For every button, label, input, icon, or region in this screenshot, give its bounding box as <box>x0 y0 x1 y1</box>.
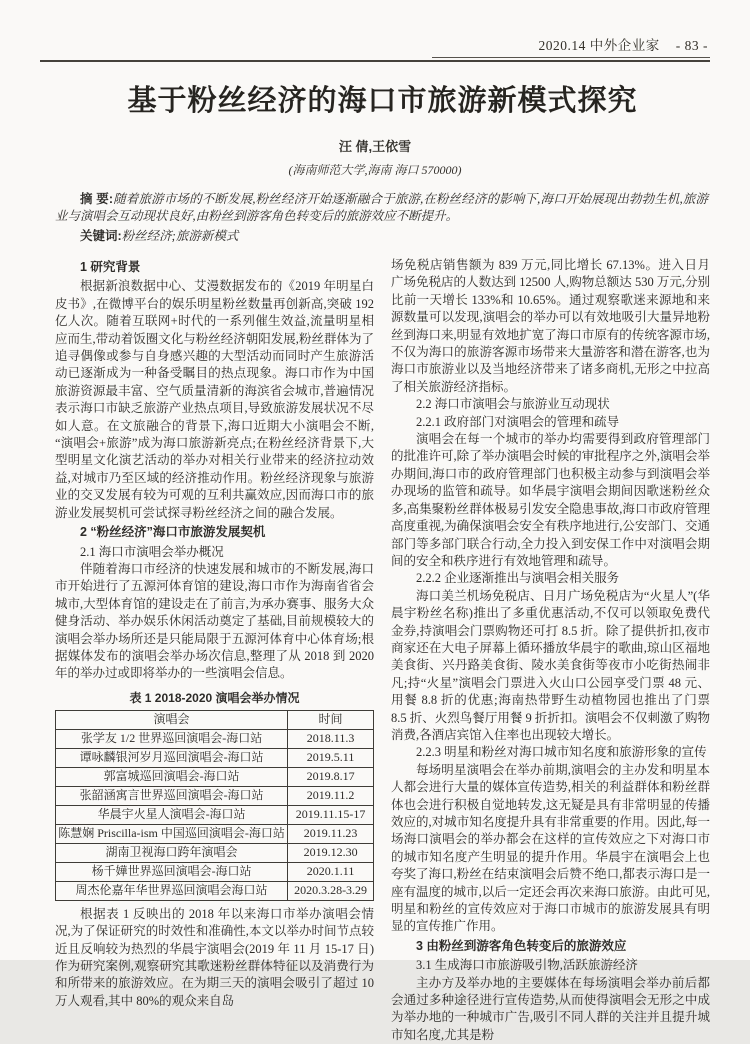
table-row <box>56 748 374 767</box>
table-header-date: 时间 <box>288 710 374 729</box>
table-row <box>56 786 374 805</box>
keywords-text: 粉丝经济;旅游新模式 <box>121 229 239 243</box>
date-cell: 2018.11.3 <box>288 729 374 748</box>
concert-cell: 张韶涵寓言世界巡回演唱会-海口站 <box>56 786 288 805</box>
concert-cell: 华晨宇火星人演唱会-海口站 <box>56 805 288 824</box>
journal-issue-label: 2020.14 中外企业家 <box>538 38 660 53</box>
date-cell: 2019.11.15-17 <box>288 805 374 824</box>
paragraph: 根据表 1 反映出的 2018 年以来海口市举办演唱会情况,为了保证研究的时效性和准确性,本文以举办时间节点较近且反响较为热烈的华晨宇演唱会(2019 年 11 月 15-17 日)作为研究案例,观察研究其歌迷粉丝群体特征以及消费行为和所带来的旅游效应。在为期三天的演唱会吸引了超过 10 万人观看,其中 80%的观众来自岛 <box>55 906 374 1008</box>
article-title: 基于粉丝经济的海口市旅游新模式探究 <box>127 85 638 117</box>
table-row <box>56 805 374 824</box>
header-rule-thick <box>40 60 710 62</box>
abstract-paragraph <box>55 191 708 225</box>
table-header-concert: 演唱会 <box>56 710 288 729</box>
keywords-line <box>55 228 708 245</box>
page-number: - 83 - <box>675 38 708 53</box>
table-row <box>56 729 374 748</box>
table-row <box>56 881 374 900</box>
abstract-label: 摘 要: <box>80 192 114 206</box>
abstract-text: 随着旅游市场的不断发展,粉丝经济开始逐渐融合于旅游,在粉丝经济的影响下,海口开始展现出勃勃生机,旅游业与演唱会互动现状良好,由粉丝到游客角色转变后的旅游效应不断提升。 <box>55 192 708 223</box>
section-heading-1: 1 研究背景 <box>80 260 141 274</box>
article-body <box>55 257 710 1044</box>
section-heading-2-2-3: 2.2.3 明星和粉丝对海口城市知名度和旅游形象的宣传 <box>416 745 707 760</box>
article-authors: 汪 倩,王依雪 <box>338 139 412 154</box>
article-affiliation: (海南师范大学,海南 海口 570000) <box>288 163 462 177</box>
section-heading-2-2-1: 2.2.1 政府部门对演唱会的管理和疏导 <box>416 414 620 429</box>
section-heading-2-1: 2.1 海口市演唱会举办概况 <box>80 544 224 559</box>
concert-table <box>55 710 374 901</box>
right-column <box>391 257 710 1044</box>
paragraph-continued: 场免税店销售额为 839 万元,同比增长 67.13%。进入日月广场免税店的人数达到 12500 人,购物总额达 530 万元,分别比前一天增长 133%和 10.65%。通过观察歌迷来源地和来源数量可以发现,演唱会的举办可以有效地吸引大量异地粉丝到海口来,明显有效地扩宽了海口市原有的传统客源市场,不仅为海口的旅游客源市场带来大量游客和潜在游客,也为海口市旅游业以及当地经济带来了诸多商机,无形之中拉高了相关旅游经济指标。 <box>391 258 710 394</box>
header-rule-thin <box>432 57 710 58</box>
left-column <box>55 257 374 1044</box>
paragraph: 海口美兰机场免税店、日月广场免税店为“火星人”(华晨宇粉丝名称)推出了多重优惠活动,不仅可以领取免费代金券,持演唱会门票购物还可打 8.5 折。除了提供折扣,夜市商家还在大电子屏幕上循环播放华晨宇的歌曲,琼山区福地美食街、兴丹路美食街、陵水美食街等夜市小吃街热闹非凡;持“火星”演唱会门票进入火山口公园享受门票 48 元、用餐 8.8 折的优惠;海南热带野生动植物园也推出了门票 8.5 折、火烈鸟餐厅用餐 9 折折扣。演唱会不仅刺激了购物消费,各酒店宾馆入住率也出现较大增长。 <box>391 588 710 742</box>
keywords-label: 关键词: <box>80 229 122 243</box>
date-cell: 2019.5.11 <box>288 748 374 767</box>
date-cell: 2019.8.17 <box>288 767 374 786</box>
section-heading-2-2: 2.2 海口市演唱会与旅游业互动现状 <box>416 397 610 412</box>
table-row <box>56 862 374 881</box>
abstract-block <box>55 191 708 245</box>
concert-cell: 谭咏麟银河岁月巡回演唱会-海口站 <box>56 748 288 767</box>
date-cell: 2019.12.30 <box>288 843 374 862</box>
date-cell: 2019.11.23 <box>288 824 374 843</box>
table-row <box>56 824 374 843</box>
section-heading-2: 2 “粉丝经济”海口市旅游发展契机 <box>80 525 266 540</box>
concert-cell: 湖南卫视海口跨年演唱会 <box>56 843 288 862</box>
paragraph: 伴随着海口市经济的快速发展和城市的不断发展,海口市开始进行了五源河体育馆的建设,海口市作为海南省省会城市,大型体育馆的建设走在了前言,为承办赛事、服务大众健身活动、举办娱乐休闲活动奠定了基础,目前规模较大的演唱会举办场所还是只能局限于五源河体育中心体育场;根据媒体发布的演唱会举办场次信息,整理了从 2018 到 2020 年的举办过或即将举办的一些演唱会信息。 <box>55 561 374 681</box>
date-cell: 2020.3.28-3.29 <box>288 881 374 900</box>
table-row <box>56 843 374 862</box>
page-header <box>0 0 750 62</box>
table-header-row <box>56 710 374 729</box>
concert-cell: 陈慧娴 Priscilla-ism 中国巡回演唱会-海口站 <box>56 824 288 843</box>
paragraph: 每场明星演唱会在举办前期,演唱会的主办发和明星本人都会进行大量的媒体宣传造势,相关的利益群体和粉丝群体也会进行积极自觉地转发,这无疑是具有非常明显的传播效应的,对城市知名度提升具有非常重要的作用。因此,每一场海口演唱会的举办都会在这样的宣传效应之下对海口市的城市知名度产生明显的提升作用。华晨宇在演唱会上也夸奖了海口,粉丝在结束演唱会后赞不绝口,都表示海口是一座有温度的城市,以后一定还会再次来海口旅游。由此可见,明星和粉丝的宣传效应对于海口市城市的旅游发展具有明显的宣传推广作用。 <box>391 762 710 934</box>
concert-cell: 张学友 1/2 世界巡回演唱会-海口站 <box>56 729 288 748</box>
section-heading-2-2-2: 2.2.2 企业逐渐推出与演唱会相关服务 <box>416 571 620 586</box>
concert-cell: 周杰伦嘉年华世界巡回演唱会海口站 <box>56 881 288 900</box>
section-heading-3-1: 3.1 生成海口市旅游吸引物,活跃旅游经济 <box>416 958 638 973</box>
date-cell: 2019.11.2 <box>288 786 374 805</box>
table-row <box>56 767 374 786</box>
table-caption: 表 1 2018-2020 演唱会举办情况 <box>129 690 300 705</box>
paragraph: 演唱会在每一个城市的举办均需要得到政府管理部门的批准许可,除了举办演唱会时候的审批程序之外,演唱会举办期间,海口市的政府管理部门也积极主动参与到演唱会举办现场的监管和疏导。如华晨宇演唱会期间因歌迷粉丝众多,高集聚粉丝群体极易引发安全隐患事故,海口市政府管理高度重视,为确保演唱会安全有秩序地进行,公安部门、交通部门等多部门联合行动,全力投入到安保工作中对演唱会期间的安全和秩序进行有效地管理和疏导。 <box>391 432 710 568</box>
section-heading-3: 3 由粉丝到游客角色转变后的旅游效应 <box>416 938 627 953</box>
concert-cell: 杨千嬅世界巡回演唱会-海口站 <box>56 862 288 881</box>
paragraph: 根据新浪数据中心、艾漫数据发布的《2019 年明星白皮书》,在微博平台的娱乐明星粉丝数量再创新高,突破 192 亿人次。随着互联网+时代的一系列催生效益,流量明星相应而生,带动着饭圈文化与粉丝经济朝阳发展,粉丝群体为了追寻偶像或参与自身感兴趣的大型活动而同时产生旅游活动已逐渐成为一种备受瞩目的热点现象。海口市作为中国旅游资源最丰富、空气质量清新的海滨省会城市,普遍情况表示海口市缺乏旅游产业热点项目,导致旅游发展状况不尽如人意。在文旅融合的背景下,海口近期大小演唱会不断,“演唱会+旅游”成为海口旅游新亮点;在粉丝经济背景下,大型明星文化演艺活动的举办对相关行业带来的经济拉动效益,对城市乃至区域的经济推动作用。粉丝经济现象与旅游业的交叉发展有较为可观的互利共赢效应,因而海口市的旅游业发展契机可尝试探寻粉丝经济之间的融合发展。 <box>55 279 374 520</box>
date-cell: 2020.1.11 <box>288 862 374 881</box>
paragraph: 主办方及举办地的主要媒体在每场演唱会举办前后都会通过多种途径进行宣传造势,从而使得演唱会无形之中成为举办地的一种城市广告,吸引不同人群的关注并且提升城市知名度,尤其是粉 <box>391 975 710 1042</box>
concert-cell: 郭富城巡回演唱会-海口站 <box>56 767 288 786</box>
